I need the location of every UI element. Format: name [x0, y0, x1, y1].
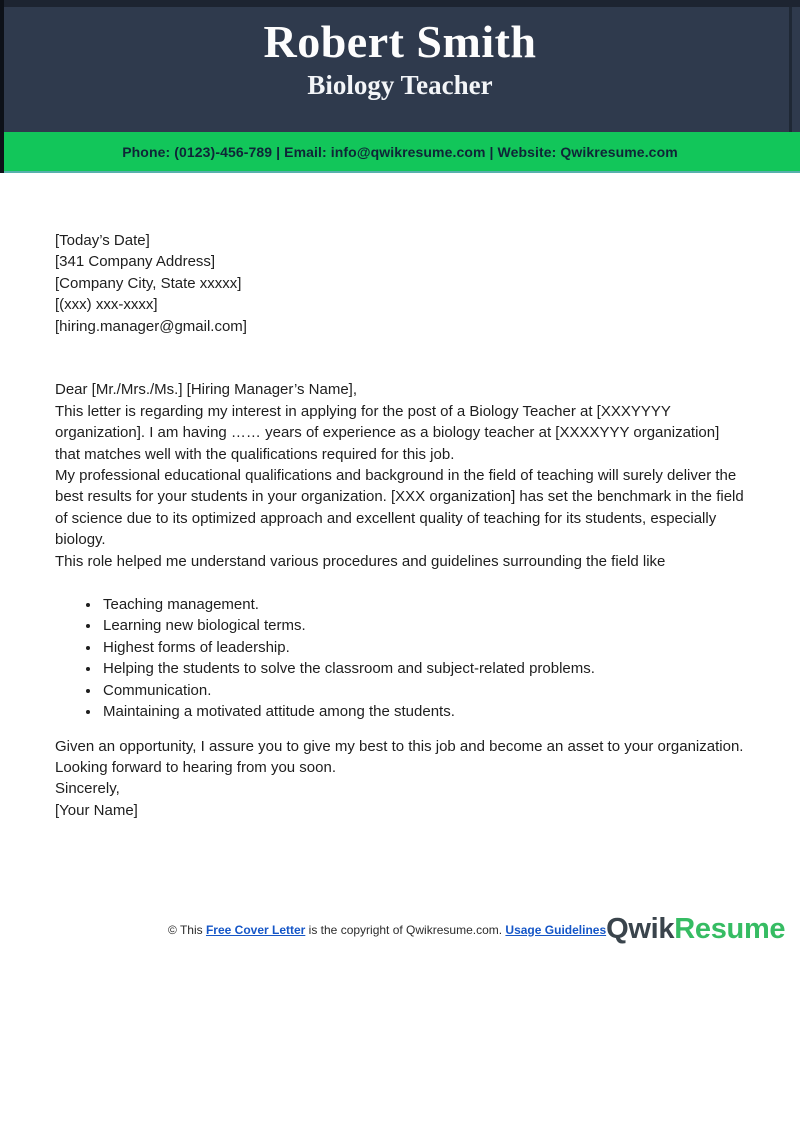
- qwikresume-logo[interactable]: [606, 915, 785, 944]
- contact-info-text: Phone: (0123)-456-789 | Email: info@qwikresume.com | Website: Qwikresume.com: [122, 143, 678, 160]
- contact-info-bar: [0, 132, 800, 173]
- header-banner: [0, 7, 800, 132]
- copyright-text-middle: is the copyright of Qwikresume.com.: [305, 922, 506, 937]
- logo-text-qwik: Qwik: [606, 913, 675, 946]
- paragraph-intro: This letter is regarding my interest in applying for the post of a Biology Teacher at [XXXYYYY organization]. I am having …… years of experience as a biology teacher at [XXXXYYY organization] that matches well with the qualifications required for this job.: [55, 402, 720, 463]
- signoff-word: Sincerely,: [55, 780, 120, 798]
- person-name: Robert Smith: [263, 16, 537, 67]
- top-border-strip: [0, 0, 800, 7]
- recipient-address-block: [55, 251, 745, 337]
- copyright-notice: [168, 923, 606, 937]
- recipient-email-line: [hiring.manager@gmail.com]: [55, 317, 247, 335]
- copyright-text-prefix: © This: [168, 922, 206, 937]
- list-item: • Communication.: [101, 680, 745, 701]
- signature-block: [55, 778, 745, 821]
- letter-date: [Today’s Date]: [55, 232, 150, 249]
- logo-text-resume: Resume: [674, 913, 786, 946]
- list-item: • Maintaining a motivated attitude among the students.: [101, 701, 745, 722]
- paragraph-lead-in: This role helped me understand various procedures and guidelines surrounding the field like: [55, 552, 666, 570]
- masthead: [0, 0, 800, 173]
- list-item: • Learning new biological terms.: [101, 615, 745, 636]
- paragraph-qualifications: My professional educational qualifications and background in the field of teaching will surely deliver the best results for your students in your organization. [XXX organization] has set the benchmark in the field of science due to its optimized approach and excellent quality of teaching for its students, especially biology.: [55, 467, 744, 549]
- signature-name: [Your Name]: [55, 801, 138, 819]
- salutation: Dear [Mr./Mrs./Ms.] [Hiring Manager’s Name],: [55, 381, 358, 399]
- list-item: • Highest forms of leadership.: [101, 637, 745, 658]
- list-item: • Helping the students to solve the classroom and subject-related problems.: [101, 658, 745, 679]
- recipient-phone-line: [(xxx) xxx-xxxx]: [55, 296, 158, 314]
- closing-remark: Looking forward to hearing from you soon.: [55, 758, 336, 776]
- recipient-address-line: [341 Company Address]: [55, 253, 216, 271]
- closing-paragraph: Given an opportunity, I assure you to give my best to this job and become an asset to your organization.: [55, 737, 744, 755]
- free-cover-letter-link[interactable]: Free Cover Letter: [205, 922, 306, 937]
- list-item: • Teaching management.: [101, 594, 745, 615]
- person-job-title: Biology Teacher: [307, 69, 493, 100]
- recipient-city-line: [Company City, State xxxxx]: [55, 274, 242, 292]
- skills-bullet-list: [55, 594, 745, 722]
- letter-body: [0, 173, 800, 821]
- page-footer: [0, 915, 800, 944]
- usage-guidelines-link[interactable]: Usage Guidelines: [505, 922, 607, 937]
